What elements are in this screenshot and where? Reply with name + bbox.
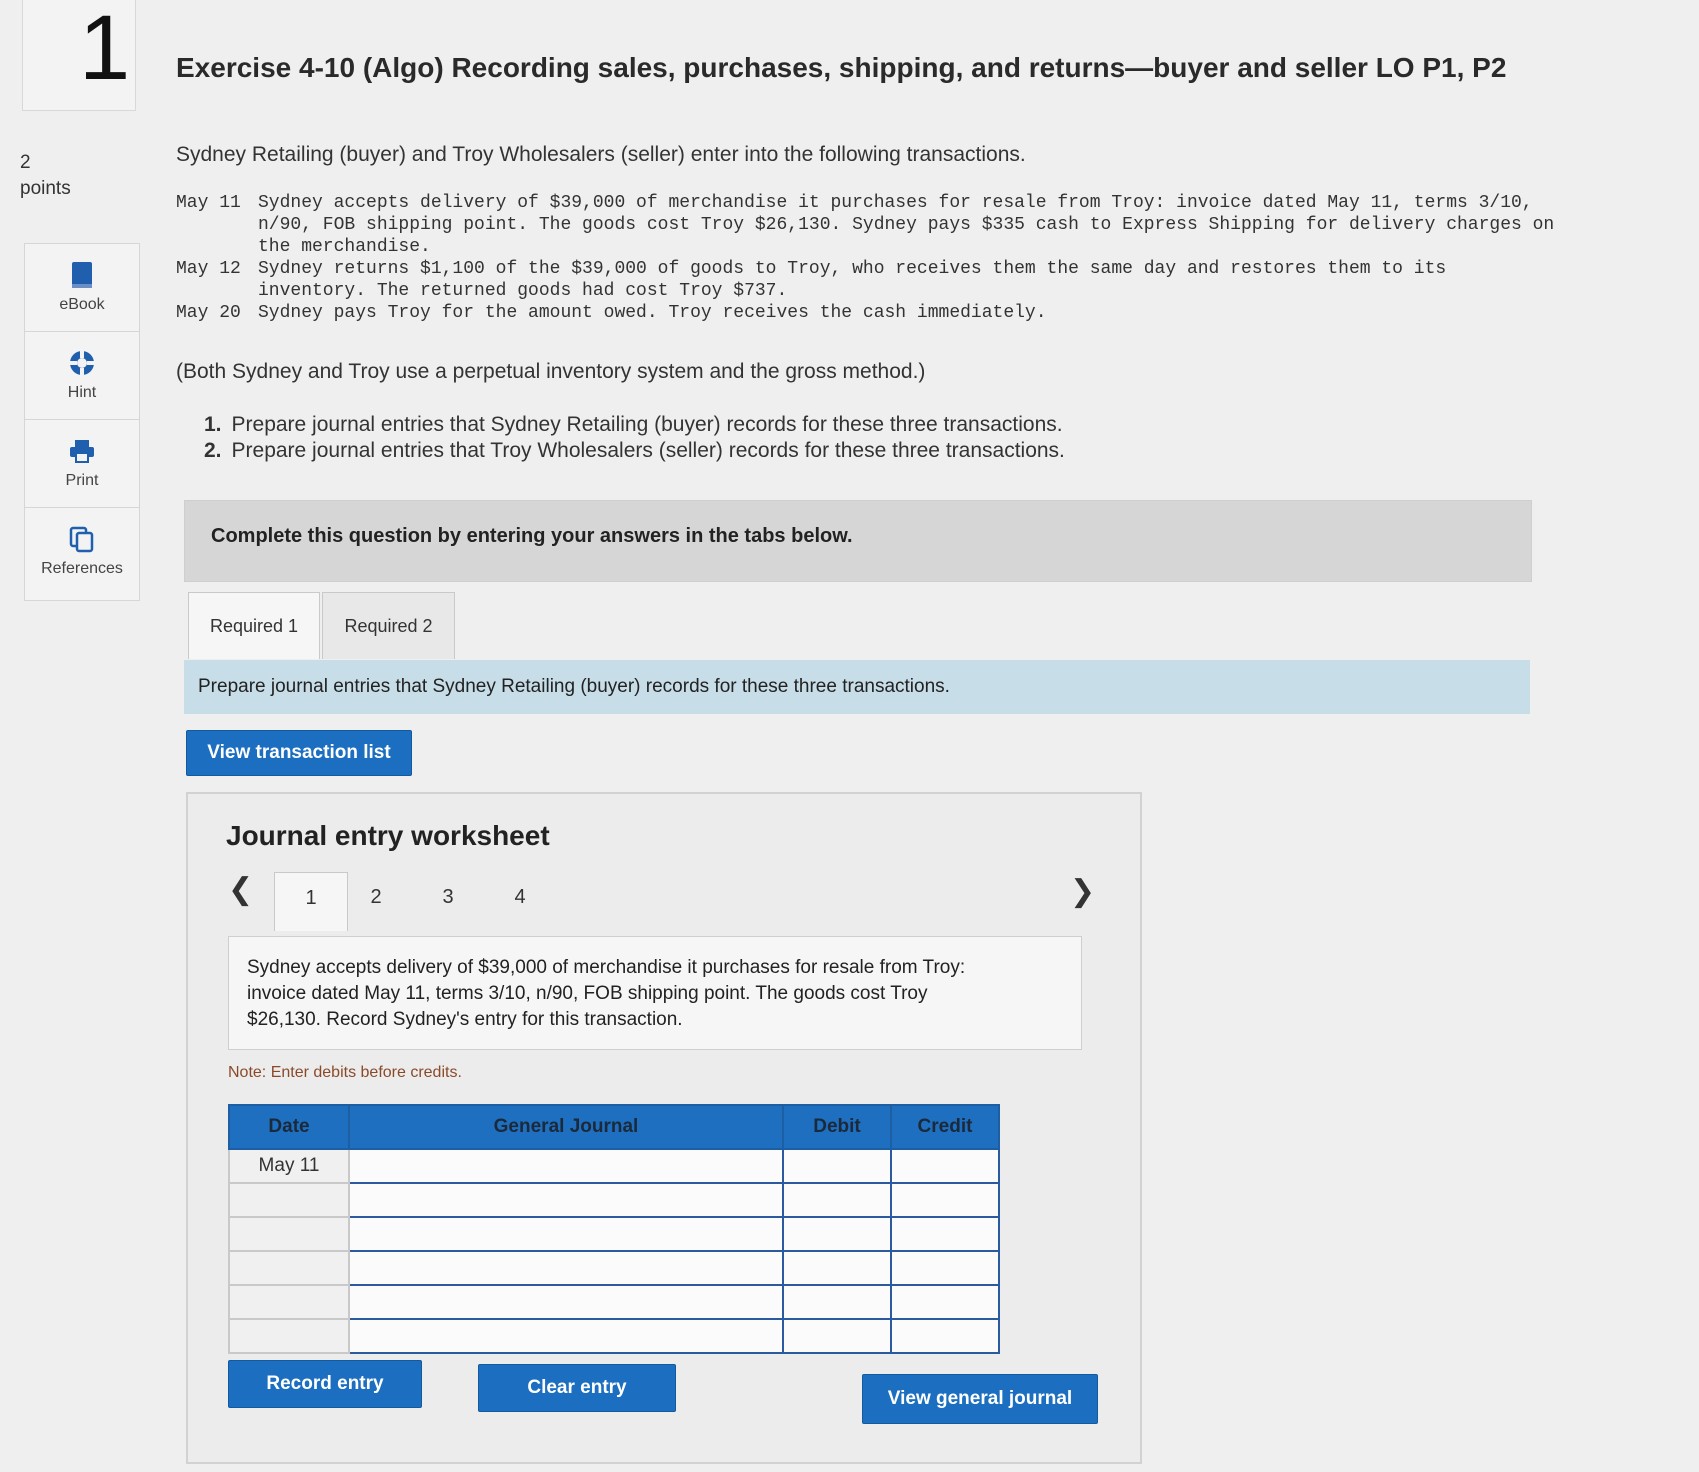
requirement-item xyxy=(204,438,1065,464)
worksheet-page-tab[interactable]: 4 xyxy=(514,886,526,908)
debit-input[interactable] xyxy=(783,1285,891,1319)
requirement-number: 1. xyxy=(204,413,222,436)
transaction-description: Sydney accepts delivery of $39,000 of merchandise it purchases for resale from Troy: invoice dated May 11, terms 3/10, n/90, FOB shipping point. The goods cost Troy $26,130. Record Sydney's entry for this transaction. xyxy=(247,957,966,1030)
sidebar-item-references[interactable] xyxy=(25,508,139,600)
transaction-item xyxy=(176,192,1556,258)
transaction-text: Sydney pays Troy for the amount owed. Troy receives the cash immediately. xyxy=(258,303,1047,323)
worksheet-title: Journal entry worksheet xyxy=(226,820,550,851)
credit-input[interactable] xyxy=(891,1285,999,1319)
date-cell xyxy=(229,1251,349,1285)
lifebuoy-icon xyxy=(25,348,139,378)
next-arrow-icon[interactable]: ❯ xyxy=(1070,875,1096,908)
worksheet-page-tab[interactable]: 2 xyxy=(370,886,382,908)
credit-input[interactable] xyxy=(891,1251,999,1285)
transaction-description-box xyxy=(228,936,1082,1050)
column-header-general-journal: General Journal xyxy=(349,1105,783,1149)
date-cell xyxy=(229,1217,349,1251)
account-input[interactable] xyxy=(349,1183,783,1217)
exercise-intro: Sydney Retailing (buyer) and Troy Wholesalers (seller) enter into the following transactions. xyxy=(176,143,1026,166)
sidebar-item-label: eBook xyxy=(59,296,105,313)
table-row xyxy=(229,1183,999,1217)
journal-table xyxy=(228,1104,1000,1354)
sidebar-item-print[interactable] xyxy=(25,420,139,508)
sidebar-item-label: References xyxy=(41,560,123,577)
transaction-text: Sydney accepts delivery of $39,000 of merchandise it purchases for resale from Troy: invoice dated May 11, terms 3/10, n/90, FOB shipping point. The goods cost Troy $26,130. Sydney pays $335 cash to Express Shipping for delivery charges on the merchandise. xyxy=(258,193,1555,257)
account-input[interactable] xyxy=(349,1319,783,1353)
credit-input[interactable] xyxy=(891,1217,999,1251)
book-icon xyxy=(25,260,139,290)
transaction-item xyxy=(176,258,1556,302)
debit-input[interactable] xyxy=(783,1217,891,1251)
sidebar-item-hint[interactable] xyxy=(25,332,139,420)
transaction-date: May 11 xyxy=(176,193,241,213)
credit-input[interactable] xyxy=(891,1183,999,1217)
column-header-debit: Debit xyxy=(783,1105,891,1149)
transaction-text: Sydney returns $1,100 of the $39,000 of goods to Troy, who receives them the same day and restores them to its inventory. The returned goods had cost Troy $737. xyxy=(258,259,1447,301)
sidebar-item-label: Hint xyxy=(67,384,97,401)
worksheet-page-tab[interactable]: 1 xyxy=(274,872,348,931)
date-cell xyxy=(229,1183,349,1217)
tab-required-1[interactable]: Required 1 xyxy=(188,592,320,659)
transaction-date: May 20 xyxy=(176,303,241,323)
view-general-journal-button[interactable]: View general journal xyxy=(862,1374,1098,1424)
points-label: points xyxy=(20,178,71,199)
sidebar-item-ebook[interactable] xyxy=(25,244,139,332)
table-row xyxy=(229,1251,999,1285)
debit-input[interactable] xyxy=(783,1149,891,1183)
clear-entry-button[interactable]: Clear entry xyxy=(478,1364,676,1412)
column-header-date: Date xyxy=(229,1105,349,1149)
exercise-title: Exercise 4-10 (Algo) Recording sales, purchases, shipping, and returns—buyer and seller LO P1, P2 xyxy=(176,52,1507,83)
instruction-text: Prepare journal entries that Sydney Retailing (buyer) records for these three transactions. xyxy=(198,676,950,697)
requirement-number: 2. xyxy=(204,439,222,462)
debit-input[interactable] xyxy=(783,1251,891,1285)
debits-note: Note: Enter debits before credits. xyxy=(228,1064,462,1081)
instruction-bar xyxy=(184,660,1530,714)
debit-input[interactable] xyxy=(783,1183,891,1217)
account-input[interactable] xyxy=(349,1285,783,1319)
record-entry-button[interactable]: Record entry xyxy=(228,1360,422,1408)
requirement-item xyxy=(204,412,1065,438)
account-input[interactable] xyxy=(349,1217,783,1251)
requirements-list xyxy=(204,412,1065,464)
sidebar-item-label: Print xyxy=(65,472,99,489)
prev-arrow-icon[interactable]: ❮ xyxy=(228,873,254,906)
journal-entry-worksheet xyxy=(186,792,1142,1464)
points-indicator xyxy=(20,150,71,202)
method-note: (Both Sydney and Troy use a perpetual inventory system and the gross method.) xyxy=(176,360,926,383)
date-cell xyxy=(229,1319,349,1353)
debit-input[interactable] xyxy=(783,1319,891,1353)
column-header-credit: Credit xyxy=(891,1105,999,1149)
credit-input[interactable] xyxy=(891,1149,999,1183)
view-transaction-list-button[interactable]: View transaction list xyxy=(186,730,412,776)
account-input[interactable] xyxy=(349,1251,783,1285)
transaction-item xyxy=(176,302,1556,324)
complete-banner xyxy=(184,500,1532,582)
credit-input[interactable] xyxy=(891,1319,999,1353)
copy-icon xyxy=(25,524,139,554)
question-number: 1 xyxy=(79,0,131,99)
account-input[interactable] xyxy=(349,1149,783,1183)
transaction-date: May 12 xyxy=(176,259,241,279)
transaction-list xyxy=(176,192,1556,324)
table-row xyxy=(229,1149,999,1183)
printer-icon xyxy=(25,436,139,466)
points-value: 2 xyxy=(20,152,31,173)
date-cell xyxy=(229,1285,349,1319)
worksheet-page-tab[interactable]: 3 xyxy=(442,886,454,908)
tool-sidebar xyxy=(24,243,140,601)
tab-required-2[interactable]: Required 2 xyxy=(322,592,455,659)
requirement-text: Prepare journal entries that Troy Wholesalers (seller) records for these three transactions. xyxy=(231,439,1065,462)
table-row xyxy=(229,1319,999,1353)
requirement-text: Prepare journal entries that Sydney Retailing (buyer) records for these three transactions. xyxy=(231,413,1063,436)
table-row xyxy=(229,1217,999,1251)
table-row xyxy=(229,1285,999,1319)
question-number-box xyxy=(22,0,136,111)
complete-banner-text: Complete this question by entering your answers in the tabs below. xyxy=(211,525,853,547)
date-cell: May 11 xyxy=(229,1149,349,1183)
